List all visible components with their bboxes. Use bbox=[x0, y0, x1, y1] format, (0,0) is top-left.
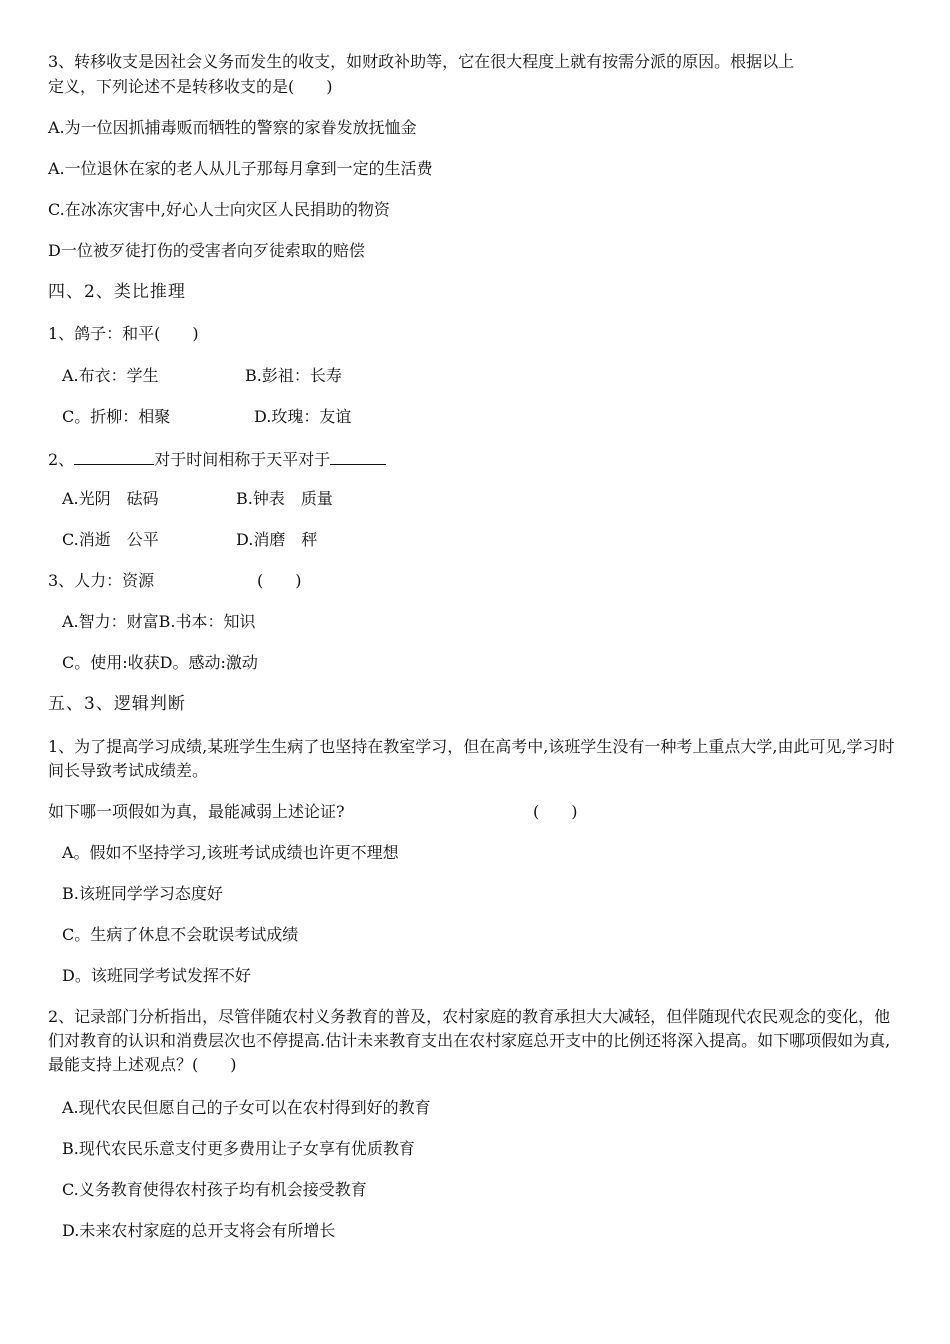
logic-q1-option-a: A。假如不坚持学习,该班考试成绩也许更不理想 bbox=[62, 843, 399, 862]
analogy-q2-text: 对于时间相称于天平对于 bbox=[154, 450, 331, 469]
q3-transfer-option-c: C.在冰冻灾害中,好心人士向灾区人民捐助的物资 bbox=[48, 200, 390, 219]
logic-q1-option-c: C。生病了休息不会耽误考试成绩 bbox=[62, 925, 299, 944]
logic-q1-stem: 1、为了提高学习成绩,某班学生生病了也坚持在教室学习，但在高考中,该班学生没有一种考上重点大学,由此可见,学习时间长导致考试成绩差。 bbox=[48, 737, 895, 780]
logic-q2-option-c: C.义务教育使得农村孩子均有机会接受教育 bbox=[62, 1180, 367, 1199]
analogy-q2-option-c: C.消逝 公平 bbox=[62, 530, 159, 549]
logic-q2-stem: 2、记录部门分析指出，尽管伴随农村义务教育的普及，农村家庭的教育承担大大减轻，但伴随现代农民观念的变化，他们对教育的认识和消费层次也不停提高.估计未来教育支出在农村家庭总开支中的比例还将深入提高。如下哪项假如为真,最能支持上述观点？( ) bbox=[48, 1007, 891, 1074]
analogy-q1-option-b: B.彭祖：长寿 bbox=[245, 366, 342, 385]
analogy-q3-stem: 3、人力：资源 bbox=[48, 571, 155, 590]
logic-q1-answer-paren: ( ) bbox=[533, 802, 578, 821]
analogy-q1-stem: 1、鸽子：和平( ) bbox=[48, 324, 199, 343]
logic-q1-option-d: D。该班同学考试发挥不好 bbox=[62, 966, 251, 985]
logic-q1-option-b: B.该班同学学习态度好 bbox=[62, 884, 223, 903]
logic-q2-option-a: A.现代农民但愿自己的子女可以在农村得到好的教育 bbox=[62, 1098, 431, 1117]
section-logic-title: 五、3、逻辑判断 bbox=[48, 694, 186, 714]
q3-transfer-option-a2: A.一位退休在家的老人从儿子那每月拿到一定的生活费 bbox=[48, 159, 433, 178]
logic-q2-option-b: B.现代农民乐意支付更多费用让子女享有优质教育 bbox=[62, 1139, 415, 1158]
analogy-q2-option-d: D.消磨 秤 bbox=[236, 530, 318, 549]
analogy-q2-option-a: A.光阴 砝码 bbox=[62, 489, 159, 508]
logic-q2-option-d: D.未来农村家庭的总开支将会有所增长 bbox=[62, 1221, 336, 1240]
q3-transfer-stem-line1: 3、转移收支是因社会义务而发生的收支，如财政补助等，它在很大程度上就有按需分派的原因。根据以上 bbox=[48, 52, 795, 71]
analogy-q3-options-cd: C。使用:收获D。感动:激动 bbox=[62, 653, 258, 672]
analogy-q3-answer-paren: ( ) bbox=[257, 571, 302, 590]
analogy-q2-option-b: B.钟表 质量 bbox=[236, 489, 333, 508]
answer-blank-1 bbox=[74, 446, 154, 465]
answer-blank-2 bbox=[330, 446, 386, 465]
analogy-q2-stem bbox=[48, 446, 386, 472]
analogy-q3-options-ab: A.智力：财富B.书本：知识 bbox=[62, 612, 256, 631]
q3-transfer-stem-line2: 定义，下列论述不是转移收支的是( ) bbox=[48, 77, 333, 96]
q3-transfer-option-d: D一位被歹徒打伤的受害者向歹徒索取的赔偿 bbox=[48, 241, 365, 260]
analogy-q1-option-d: D.玫瑰：友谊 bbox=[254, 407, 352, 426]
analogy-q1-option-c: C。折柳：相聚 bbox=[62, 407, 171, 426]
analogy-q2-number: 2、 bbox=[48, 450, 75, 469]
section-analogy-title: 四、2、类比推理 bbox=[48, 282, 186, 302]
q3-transfer-option-a1: A.为一位因抓捕毒贩而牺牲的警察的家眷发放抚恤金 bbox=[48, 118, 417, 137]
logic-q1-question: 如下哪一项假如为真，最能减弱上述论证? bbox=[48, 802, 345, 821]
analogy-q1-option-a: A.布衣：学生 bbox=[62, 366, 159, 385]
